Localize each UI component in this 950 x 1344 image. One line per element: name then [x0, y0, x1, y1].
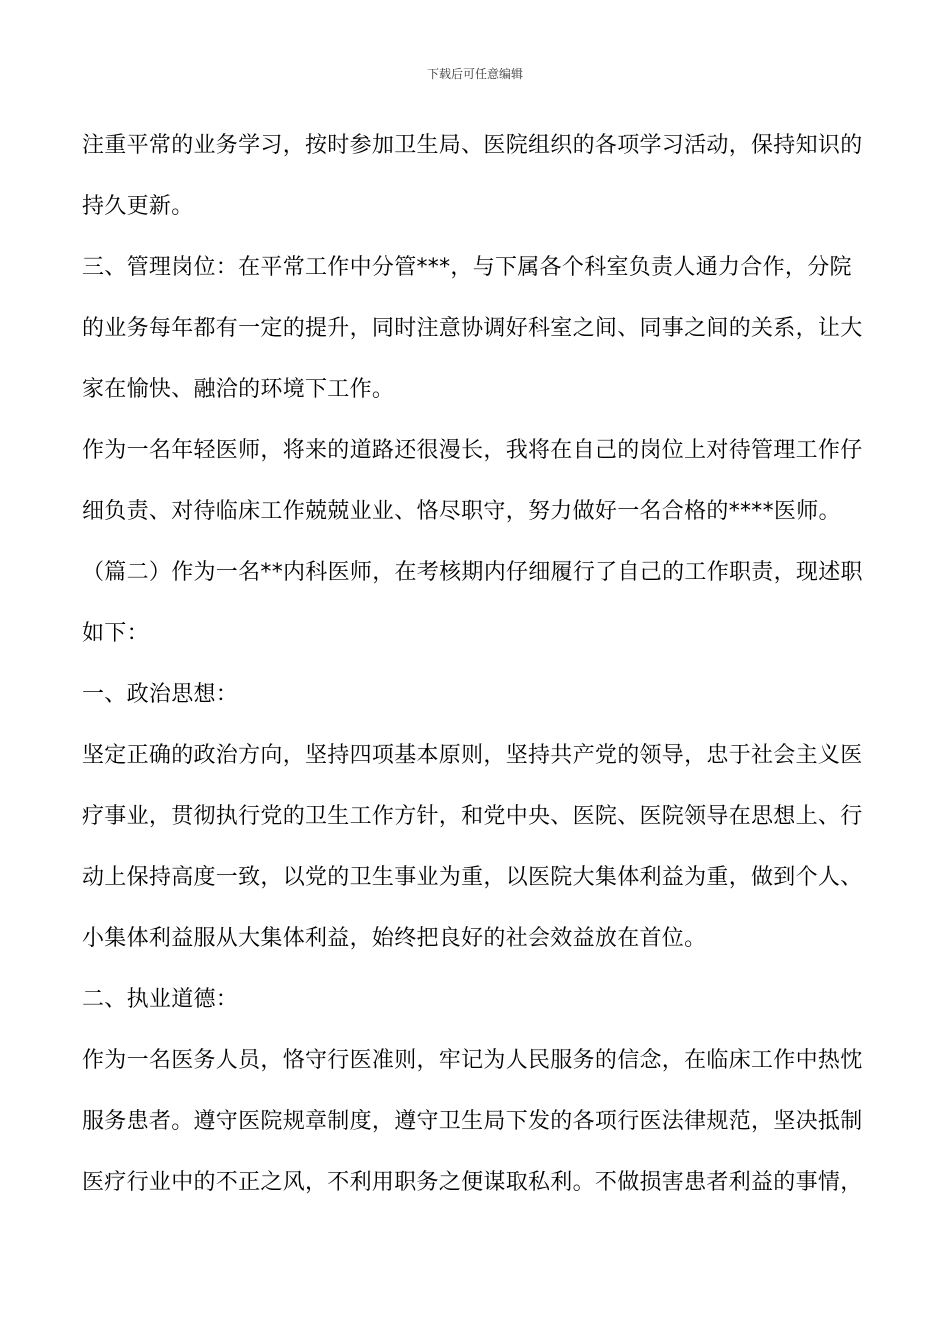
text-line: 二、执业道德： [82, 987, 239, 1012]
text-line: 服务患者。遵守医院规章制度，遵守卫生局下发的各项行医法律规范，坚决抵制 [82, 1109, 863, 1134]
page-header: 下载后可任意编辑 [426, 67, 523, 81]
text-line: 医疗行业中的不正之风，不利用职务之便谋取私利。不做损害患者利益的事情， [82, 1170, 863, 1195]
paragraph [82, 725, 872, 969]
paragraph [82, 420, 872, 542]
paragraph [82, 237, 872, 420]
text-line: 持久更新。 [82, 194, 194, 219]
paragraph [82, 115, 872, 237]
text-line: （篇二）作为一名**内科医师，在考核期内仔细履行了自己的工作职责，现述职 [82, 560, 863, 585]
text-line: 疗事业，贯彻执行党的卫生工作方针，和党中央、医院、医院领导在思想上、行 [82, 804, 863, 829]
text-line: 一、政治思想： [82, 682, 239, 707]
text-line: 三、管理岗位：在平常工作中分管***，与下属各个科室负责人通力合作，分院 [82, 255, 852, 280]
text-line: 作为一名年轻医师，将来的道路还很漫长，我将在自己的岗位上对待管理工作仔 [82, 438, 863, 463]
text-line: 的业务每年都有一定的提升，同时注意协调好科室之间、同事之间的关系，让大 [82, 316, 863, 341]
paragraph [82, 1030, 872, 1213]
paragraph [82, 664, 872, 725]
text-line: 如下： [82, 621, 149, 646]
paragraph [82, 542, 872, 664]
text-line: 小集体利益服从大集体利益，始终把良好的社会效益放在首位。 [82, 926, 707, 951]
paragraph [82, 969, 872, 1030]
text-line: 家在愉快、融洽的环境下工作。 [82, 377, 395, 402]
text-line: 作为一名医务人员，恪守行医准则，牢记为人民服务的信念，在临床工作中热忱 [82, 1048, 863, 1073]
document-body [82, 115, 872, 1213]
text-line: 动上保持高度一致，以党的卫生事业为重，以医院大集体利益为重，做到个人、 [82, 865, 863, 890]
text-line: 坚定正确的政治方向，坚持四项基本原则，坚持共产党的领导，忠于社会主义医 [82, 743, 863, 768]
text-line: 细负责、对待临床工作兢兢业业、恪尽职守，努力做好一名合格的****医师。 [82, 499, 841, 524]
text-line: 注重平常的业务学习，按时参加卫生局、医院组织的各项学习活动，保持知识的 [82, 133, 863, 158]
